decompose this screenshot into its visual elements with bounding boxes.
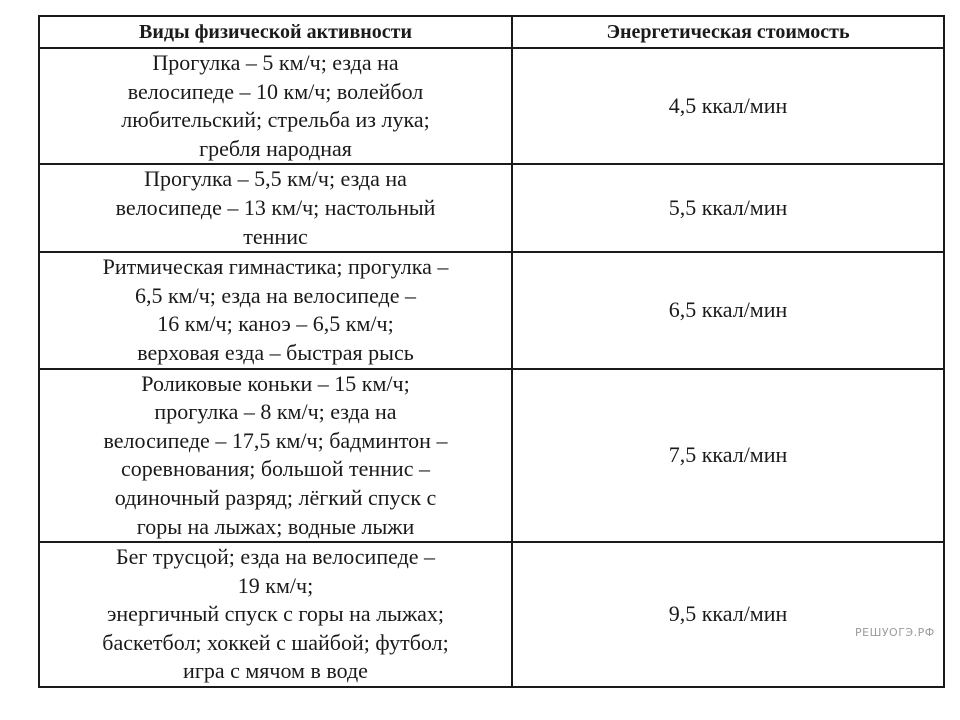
activity-line: 19 км/ч; — [237, 572, 314, 598]
header-activity: Виды физической активности — [39, 16, 512, 48]
activity-line: велосипеде – 10 км/ч; волейбол — [127, 78, 424, 104]
activity-line: Роликовые коньки – 15 км/ч; — [141, 370, 410, 396]
energy-cost-cell: 6,5 ккал/мин — [512, 252, 944, 368]
cropped-heading-fragment — [255, 0, 675, 4]
activity-line: баскетбол; хоккей с шайбой; футбол; — [102, 629, 449, 655]
header-energy-cost: Энергетическая стоимость — [512, 16, 944, 48]
activity-line: горы на лыжах; водные лыжи — [136, 513, 415, 539]
energy-cost-cell: 9,5 ккал/мин — [512, 542, 944, 687]
table-row — [39, 164, 944, 252]
activity-cell — [39, 48, 512, 164]
activity-line: одиночный разряд; лёгкий спуск с — [114, 484, 437, 510]
activity-line: энергичный спуск с горы на лыжах; — [106, 601, 445, 627]
activity-line: Прогулка – 5,5 км/ч; езда на — [144, 166, 407, 192]
activity-line: гребля народная — [199, 135, 352, 161]
activity-line: Ритмическая гимнастика; прогулка – — [102, 254, 449, 280]
activity-line: велосипеде – 13 км/ч; настольный — [115, 194, 436, 220]
activity-line: любительский; стрельба из лука; — [121, 107, 430, 133]
activity-line: 6,5 км/ч; езда на велосипеде – — [134, 282, 416, 308]
activity-cell — [39, 164, 512, 252]
table-row — [39, 542, 944, 687]
table-row — [39, 369, 944, 543]
table-row — [39, 252, 944, 368]
energy-cost-table — [38, 15, 945, 688]
activity-cell — [39, 369, 512, 543]
table-header-row — [39, 16, 944, 48]
energy-cost-cell: 4,5 ккал/мин — [512, 48, 944, 164]
activity-line: Прогулка – 5 км/ч; езда на — [152, 50, 399, 75]
activity-cell — [39, 252, 512, 368]
energy-cost-cell: 5,5 ккал/мин — [512, 164, 944, 252]
activity-line: верховая езда – быстрая рысь — [137, 339, 414, 365]
activity-line: Бег трусцой; езда на велосипеде – — [115, 544, 436, 570]
activity-line: 16 км/ч; каноэ – 6,5 км/ч; — [157, 311, 394, 337]
activity-cell — [39, 542, 512, 687]
activity-line: теннис — [243, 223, 308, 249]
energy-cost-cell: 7,5 ккал/мин — [512, 369, 944, 543]
activity-line: прогулка – 8 км/ч; езда на — [154, 399, 397, 425]
site-watermark: РЕШУОГЭ.РФ — [855, 626, 935, 639]
activity-line: велосипеде – 17,5 км/ч; бадминтон – — [103, 427, 448, 453]
activity-line: игра с мячом в воде — [183, 658, 368, 684]
activity-line: соревнования; большой теннис – — [121, 456, 430, 482]
table-row — [39, 48, 944, 164]
